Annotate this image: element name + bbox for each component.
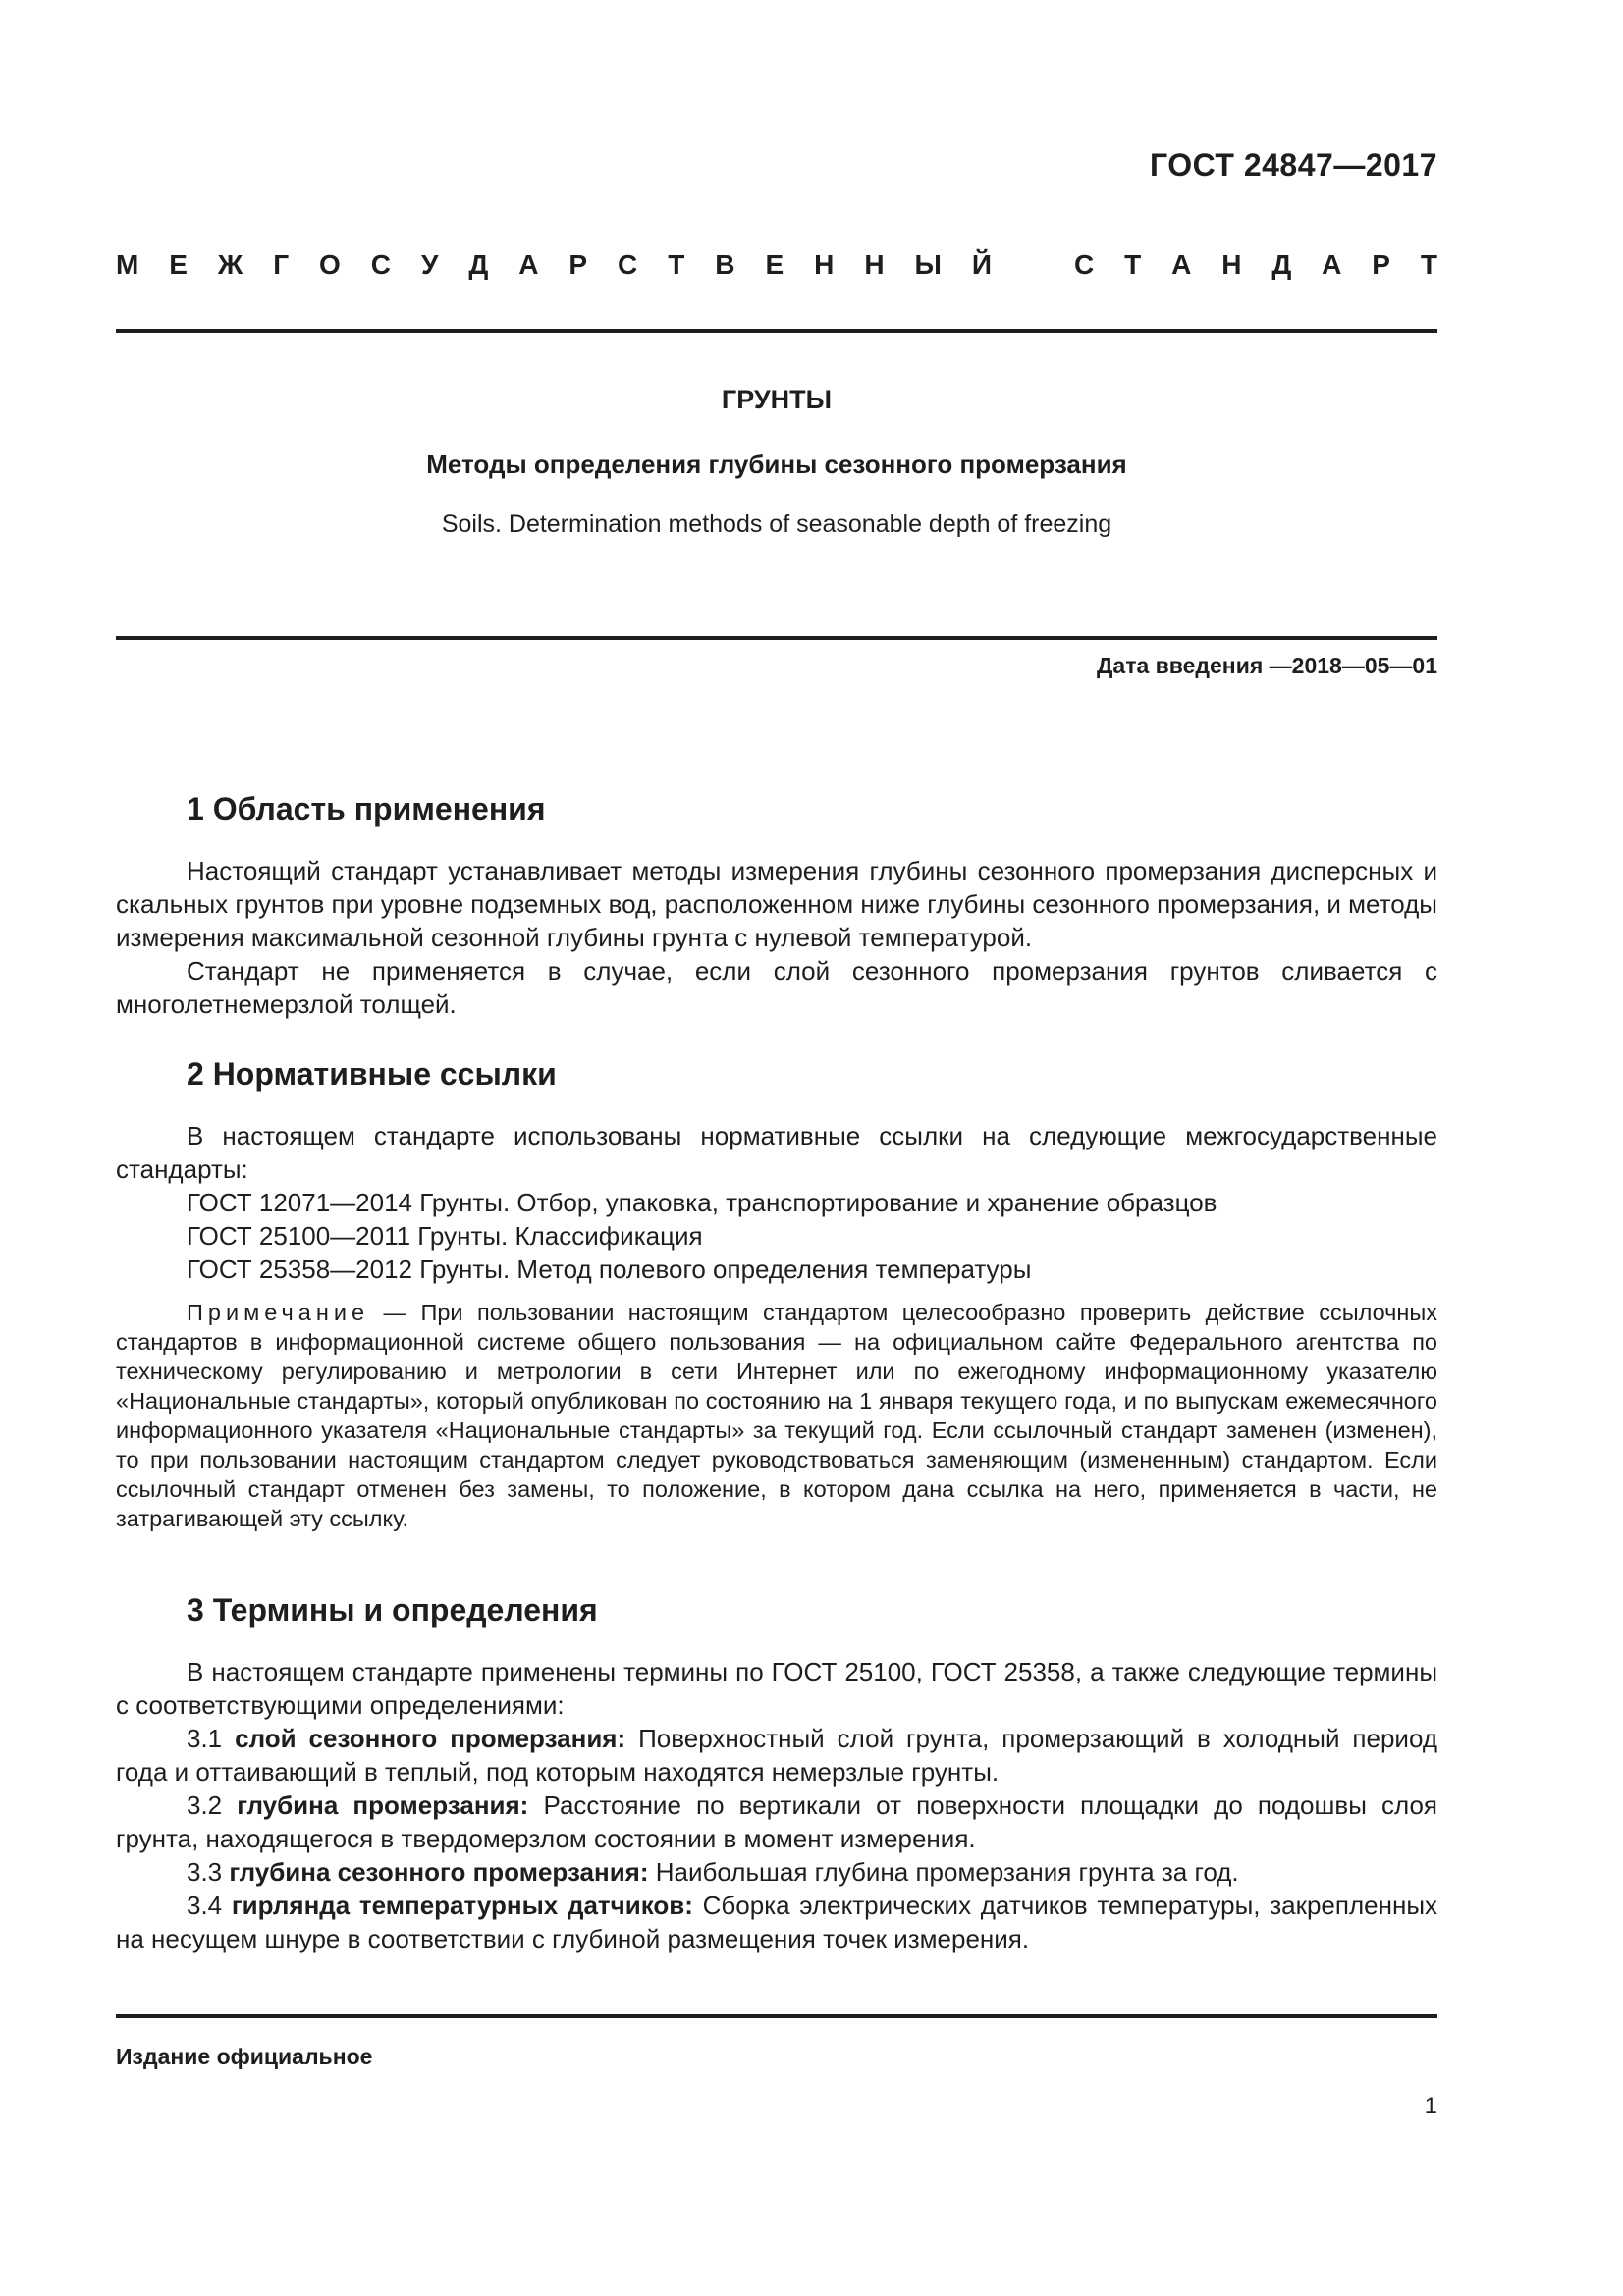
letter: Н [1221,249,1242,280]
term-entry [116,1789,1437,1855]
term-name: слой сезонного промерзания: [235,1724,626,1753]
letter: Ж [217,249,243,280]
section-1-heading: 1 Область применения [187,791,546,827]
term-name: глубина сезонного промерзания: [229,1857,649,1887]
letter: С [370,249,391,280]
term-number: 3.1 [187,1724,223,1753]
letter: Д [1271,249,1292,280]
term-entry [116,1855,1437,1889]
letter: Е [169,249,188,280]
term-definition: Расстояние по вертикали от поверхности площадки до подошвы слоя грунта, находящегося в твердомерзлом состоянии в момент измерения. [116,1790,1437,1853]
title-bottom-rule [116,636,1437,640]
letter: А [518,249,539,280]
note-label: Примечание [187,1300,370,1325]
letter: Ы [914,249,942,280]
section-2-note [116,1298,1437,1533]
section-2-heading: 2 Нормативные ссылки [187,1056,557,1092]
title-subtitle: Методы определения глубины сезонного промерзания [426,450,1127,479]
letter: С [1074,249,1095,280]
standard-type-line [116,247,1437,283]
letter: Т [668,249,685,280]
section-3-heading: 3 Термины и определения [187,1592,598,1628]
title-main: ГРУНТЫ [721,385,833,414]
letter: А [1171,249,1192,280]
letter: О [319,249,341,280]
section-1-body [116,854,1437,1021]
letter: Р [1372,249,1390,280]
term-name: глубина промерзания: [237,1790,529,1820]
official-edition-label: Издание официальное [116,2044,373,2069]
standard-number: ГОСТ 24847—2017 [1149,147,1437,183]
letter: Т [1124,249,1142,280]
reference-item: ГОСТ 25358—2012 Грунты. Метод полевого определения температуры [187,1255,1032,1284]
term-definition: Поверхностный слой грунта, промерзающий в холодный период года и оттаивающий в теплый, под которым находятся немерзлые грунты. [116,1724,1438,1787]
letter: С [618,249,638,280]
term-name: гирлянда температурных датчиков: [231,1891,693,1920]
letter: У [420,249,439,280]
standard-type-word-interstate [116,249,992,281]
section-3-body [116,1655,1437,1955]
section-2-body [116,1119,1437,1286]
letter: А [1322,249,1342,280]
letter: Н [814,249,835,280]
section-1-paragraph-1: Настоящий стандарт устанавливает методы измерения глубины сезонного промерзания дисперсных и скальных грунтов при уровне подземных вод, расположенном ниже глубины сезонного промерзания, и методы измерения максимальной сезонной глубины грунта с нулевой температурой. [116,856,1437,952]
reference-item: ГОСТ 12071—2014 Грунты. Отбор, упаковка, транспортирование и хранение образцов [187,1188,1217,1217]
section-1-paragraph-2: Стандарт не применяется в случае, если слой сезонного промерзания грунтов сливается с многолетнемерзлой толщей. [116,956,1437,1019]
title-english: Soils. Determination methods of seasonable depth of freezing [441,510,1112,538]
footer-rule [116,2014,1437,2018]
term-entry [116,1889,1437,1955]
letter: Й [971,249,992,280]
letter: Е [765,249,784,280]
term-number: 3.4 [187,1891,223,1920]
standard-type-word-standard [1074,249,1437,281]
page-number: 1 [1424,2093,1437,2119]
term-number: 3.3 [187,1857,223,1887]
introduction-date: Дата введения —2018—05—01 [1097,653,1437,678]
letter: Н [864,249,885,280]
term-definition: Наибольшая глубина промерзания грунта за год. [655,1857,1239,1887]
letter: Г [273,249,290,280]
note-text: — При пользовании настоящим стандартом целесообразно проверить действие ссылочных стандартов в информационной системе общего пользования — на официальном сайте Федерального агентства по техническому регулированию и метрологии в сети Интернет или по ежегодному информационному указателю «Национальные стандарты», который опубликован по состоянию на 1 января текущего года, и по выпускам ежемесячного информационного указателя «Национальные стандарты» за текущий год. Если ссылочный стандарт заменен (изменен), то при пользовании настоящим стандартом следует руководствоваться заменяющим (измененным) стандартом. Если ссылочный стандарт отменен без замены, то положение, в котором дана ссылка на него, применяется в части, не затрагивающей эту ссылку. [116,1300,1437,1531]
letter: Р [568,249,588,280]
term-entry [116,1722,1437,1789]
section-2-intro: В настоящем стандарте использованы нормативные ссылки на следующие межгосударственные стандарты: [116,1121,1437,1184]
letter: В [715,249,735,280]
top-rule [116,329,1437,333]
letter: М [116,249,139,280]
letter: Д [468,249,489,280]
section-3-intro: В настоящем стандарте применены термины по ГОСТ 25100, ГОСТ 25358, а также следующие термины с соответствующими определениями: [116,1657,1437,1720]
term-number: 3.2 [187,1790,223,1820]
reference-item: ГОСТ 25100—2011 Грунты. Классификация [187,1221,703,1251]
term-definition: Сборка электрических датчиков температуры, закрепленных на несущем шнуре в соответствии с глубиной размещения точек измерения. [116,1891,1437,1953]
letter: Т [1420,249,1437,280]
